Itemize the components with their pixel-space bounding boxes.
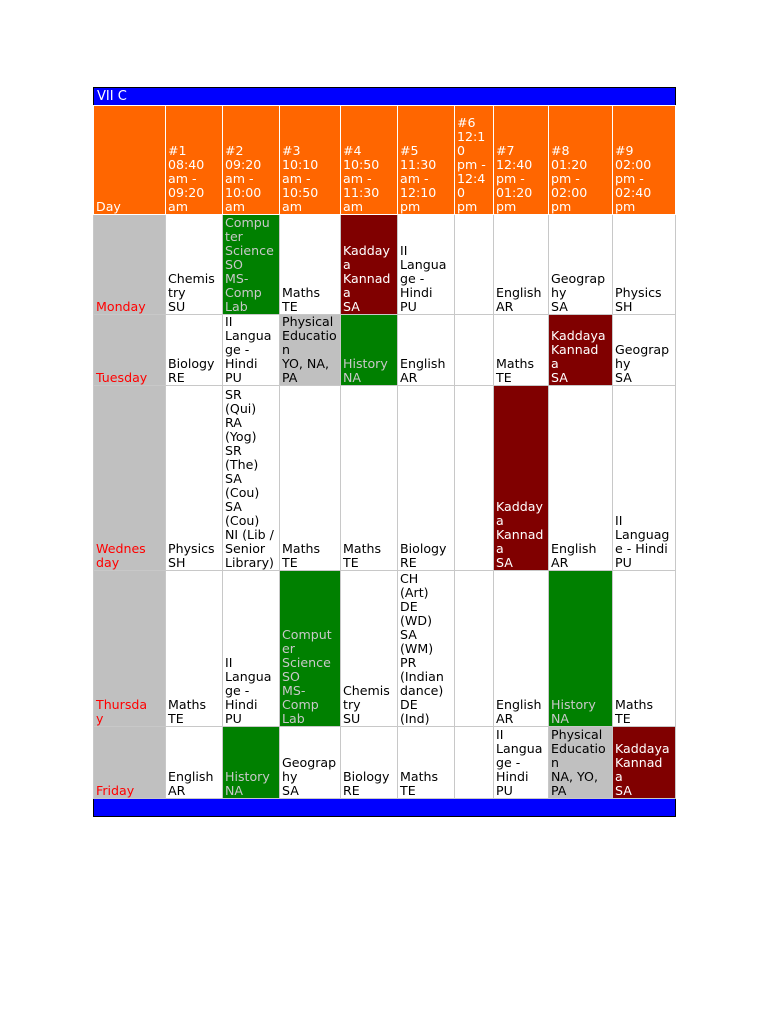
period-cell: Physical Educatio n YO, NA, PA: [280, 315, 341, 386]
period-cell: Kadday a Kannad a SA: [494, 386, 549, 571]
period-cell: II Languag e - Hindi PU: [613, 386, 676, 571]
header-row: [94, 106, 676, 215]
period-cell: English AR: [398, 315, 455, 386]
period-cell: Physical Educatio n NA, YO, PA: [549, 727, 613, 799]
period-cell: English AR: [494, 215, 549, 315]
period-cell: Maths TE: [280, 215, 341, 315]
period-cell: Kadday a Kannad a SA: [341, 215, 398, 315]
day-label: Monday: [94, 215, 166, 315]
day-row: [94, 215, 676, 315]
period-cell: History NA: [549, 571, 613, 727]
header-period-4: #4 10:50 am - 11:30 am: [341, 106, 398, 215]
header-period-6: #6 12:1 0 pm - 12:4 0 pm: [455, 106, 494, 215]
day-row: [94, 571, 676, 727]
footer-bar: [94, 799, 676, 817]
period-cell: SR (Qui) RA (Yog) SR (The) SA (Cou) SA (Cou) NI (Lib / Senior Library): [223, 386, 280, 571]
period-cell: II Langua ge - Hindi PU: [223, 571, 280, 727]
period-cell: Chemis try SU: [341, 571, 398, 727]
day-label: Wednes day: [94, 386, 166, 571]
period-cell: [455, 315, 494, 386]
day-row: [94, 727, 676, 799]
header-period-9: #9 02:00 pm - 02:40 pm: [613, 106, 676, 215]
day-row: [94, 315, 676, 386]
period-cell: Biology RE: [341, 727, 398, 799]
header-period-5: #5 11:30 am - 12:10 pm: [398, 106, 455, 215]
period-cell: II Langua ge - Hindi PU: [223, 315, 280, 386]
period-cell: [455, 571, 494, 727]
period-cell: Comput er Science SO MS- Comp Lab: [280, 571, 341, 727]
day-label: Tuesday: [94, 315, 166, 386]
header-period-7: #7 12:40 pm - 01:20 pm: [494, 106, 549, 215]
period-cell: History NA: [341, 315, 398, 386]
period-cell: Biology RE: [398, 386, 455, 571]
period-cell: Geograp hy SA: [613, 315, 676, 386]
period-cell: Maths TE: [613, 571, 676, 727]
period-cell: Physics SH: [166, 386, 223, 571]
header-period-1: #1 08:40 am - 09:20 am: [166, 106, 223, 215]
day-row: [94, 386, 676, 571]
period-cell: English AR: [494, 571, 549, 727]
period-cell: History NA: [223, 727, 280, 799]
period-cell: English AR: [549, 386, 613, 571]
period-cell: English AR: [166, 727, 223, 799]
period-cell: Maths TE: [166, 571, 223, 727]
timetable: [93, 87, 676, 817]
period-cell: Biology RE: [166, 315, 223, 386]
period-cell: [455, 727, 494, 799]
period-cell: CH (Art) DE (WD) SA (WM) PR (Indian dance) DE (Ind): [398, 571, 455, 727]
period-cell: Maths TE: [398, 727, 455, 799]
day-label: Friday: [94, 727, 166, 799]
period-cell: Maths TE: [280, 386, 341, 571]
class-title: VII C: [94, 88, 676, 106]
period-cell: II Langua ge - Hindi PU: [398, 215, 455, 315]
period-cell: Kaddaya Kannad a SA: [613, 727, 676, 799]
header-period-8: #8 01:20 pm - 02:00 pm: [549, 106, 613, 215]
period-cell: Geograp hy SA: [280, 727, 341, 799]
period-cell: Compu ter Science SO MS- Comp Lab: [223, 215, 280, 315]
period-cell: Maths TE: [494, 315, 549, 386]
header-day: Day: [94, 106, 166, 215]
period-cell: Geograp hy SA: [549, 215, 613, 315]
period-cell: Kaddaya Kannad a SA: [549, 315, 613, 386]
period-cell: Chemis try SU: [166, 215, 223, 315]
header-period-2: #2 09:20 am - 10:00 am: [223, 106, 280, 215]
period-cell: Maths TE: [341, 386, 398, 571]
period-cell: II Langua ge - Hindi PU: [494, 727, 549, 799]
period-cell: Physics SH: [613, 215, 676, 315]
header-period-3: #3 10:10 am - 10:50 am: [280, 106, 341, 215]
day-label: Thursda y: [94, 571, 166, 727]
period-cell: [455, 215, 494, 315]
period-cell: [455, 386, 494, 571]
